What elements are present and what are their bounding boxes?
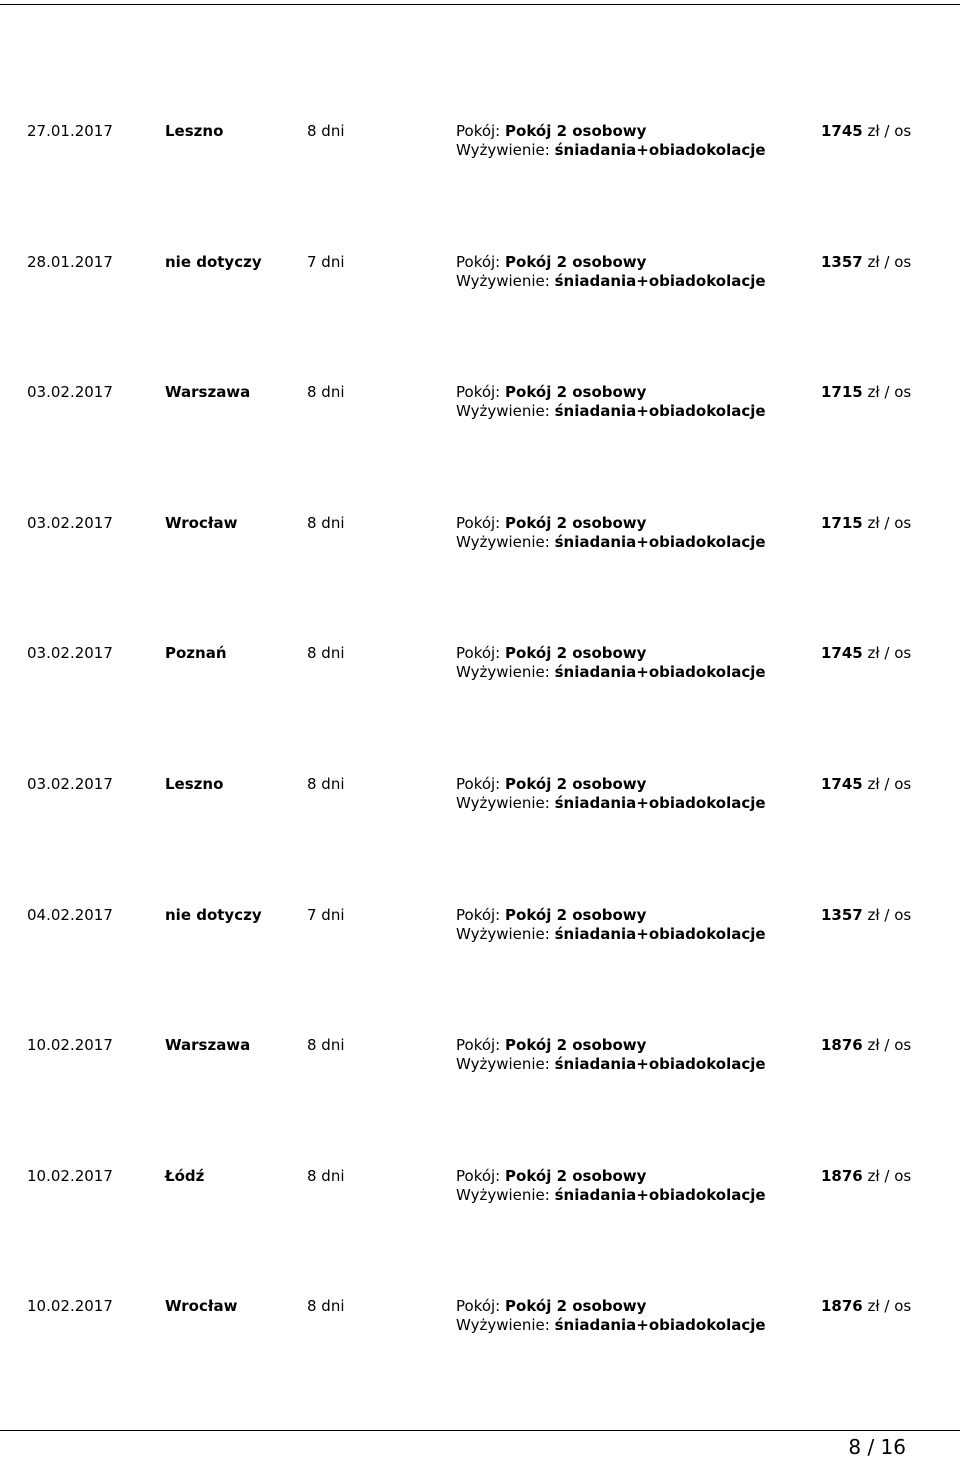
room-label: Pokój: xyxy=(456,513,501,532)
price-amount: 1357 xyxy=(821,252,863,271)
room-label: Pokój: xyxy=(456,1036,501,1055)
offer-duration: 7 dni xyxy=(307,905,345,924)
room-type: Pokój 2 osobowy xyxy=(505,383,647,402)
offer-city: nie dotyczy xyxy=(165,252,262,271)
offer-row xyxy=(0,644,960,775)
offer-date: 03.02.2017 xyxy=(27,513,113,532)
offer-date: 10.02.2017 xyxy=(27,1036,113,1055)
price-unit: zł / os xyxy=(867,122,912,140)
offer-duration: 8 dni xyxy=(307,1036,345,1055)
price-amount: 1876 xyxy=(821,1297,863,1316)
room-type: Pokój 2 osobowy xyxy=(505,513,647,532)
offer-price xyxy=(821,644,911,663)
offer-list xyxy=(0,122,960,1428)
offer-price xyxy=(821,383,911,402)
offer-date: 28.01.2017 xyxy=(27,252,113,271)
board-label: Wyżywienie: xyxy=(456,1055,550,1074)
board-label: Wyżywienie: xyxy=(456,924,550,943)
offer-date: 03.02.2017 xyxy=(27,383,113,402)
room-type: Pokój 2 osobowy xyxy=(505,905,647,924)
offer-price xyxy=(821,253,911,272)
offer-city: Wrocław xyxy=(165,1297,238,1316)
offer-price xyxy=(821,906,911,925)
price-amount: 1876 xyxy=(821,1166,863,1185)
board-type: śniadania+obiadokolacje xyxy=(554,1316,766,1335)
offer-row xyxy=(0,1036,960,1167)
offer-details xyxy=(456,906,766,944)
offer-row xyxy=(0,122,960,253)
offer-row xyxy=(0,1297,960,1428)
offer-duration: 8 dni xyxy=(307,122,345,140)
offer-date: 27.01.2017 xyxy=(27,122,113,140)
offer-city: Leszno xyxy=(165,774,224,793)
offer-price xyxy=(821,1036,911,1055)
board-label: Wyżywienie: xyxy=(456,663,550,682)
offer-date: 03.02.2017 xyxy=(27,644,113,663)
offer-details xyxy=(456,1167,766,1205)
offer-duration: 8 dni xyxy=(307,1166,345,1185)
offer-city: Poznań xyxy=(165,644,227,663)
room-type: Pokój 2 osobowy xyxy=(505,1297,647,1316)
footer-divider xyxy=(0,1430,960,1431)
room-label: Pokój: xyxy=(456,383,501,402)
room-label: Pokój: xyxy=(456,644,501,663)
offer-date: 04.02.2017 xyxy=(27,905,113,924)
room-label: Pokój: xyxy=(456,1297,501,1316)
price-amount: 1745 xyxy=(821,774,863,793)
offer-date: 10.02.2017 xyxy=(27,1166,113,1185)
offer-duration: 8 dni xyxy=(307,1297,345,1316)
offer-row xyxy=(0,253,960,384)
price-amount: 1357 xyxy=(821,905,863,924)
board-type: śniadania+obiadokolacje xyxy=(554,402,766,421)
room-type: Pokój 2 osobowy xyxy=(505,1166,647,1185)
room-label: Pokój: xyxy=(456,252,501,271)
board-type: śniadania+obiadokolacje xyxy=(554,1185,766,1204)
price-unit: zł / os xyxy=(867,774,912,793)
offer-duration: 8 dni xyxy=(307,383,345,402)
room-type: Pokój 2 osobowy xyxy=(505,252,647,271)
offer-city: Łódź xyxy=(165,1166,205,1185)
offer-price xyxy=(821,1297,911,1316)
price-amount: 1715 xyxy=(821,383,863,402)
price-amount: 1745 xyxy=(821,644,863,663)
header-divider xyxy=(0,4,960,5)
board-type: śniadania+obiadokolacje xyxy=(554,271,766,290)
board-type: śniadania+obiadokolacje xyxy=(554,141,766,159)
offer-details xyxy=(456,253,766,291)
offer-price xyxy=(821,1167,911,1186)
price-unit: zł / os xyxy=(867,513,912,532)
board-type: śniadania+obiadokolacje xyxy=(554,924,766,943)
offer-details xyxy=(456,1036,766,1074)
board-type: śniadania+obiadokolacje xyxy=(554,793,766,812)
price-unit: zł / os xyxy=(867,905,912,924)
price-amount: 1715 xyxy=(821,513,863,532)
offer-details xyxy=(456,122,766,160)
board-type: śniadania+obiadokolacje xyxy=(554,663,766,682)
offer-row xyxy=(0,906,960,1037)
offer-city: nie dotyczy xyxy=(165,905,262,924)
board-type: śniadania+obiadokolacje xyxy=(554,532,766,551)
board-label: Wyżywienie: xyxy=(456,532,550,551)
offer-duration: 7 dni xyxy=(307,252,345,271)
offer-price xyxy=(821,122,911,141)
offer-details xyxy=(456,1297,766,1335)
offer-details xyxy=(456,644,766,682)
room-label: Pokój: xyxy=(456,774,501,793)
offer-duration: 8 dni xyxy=(307,513,345,532)
price-unit: zł / os xyxy=(867,1166,912,1185)
offer-details xyxy=(456,775,766,813)
offer-city: Wrocław xyxy=(165,513,238,532)
offer-price xyxy=(821,775,911,794)
price-unit: zł / os xyxy=(867,383,912,402)
offer-duration: 8 dni xyxy=(307,774,345,793)
price-unit: zł / os xyxy=(867,1036,912,1055)
offer-price xyxy=(821,514,911,533)
board-label: Wyżywienie: xyxy=(456,793,550,812)
price-unit: zł / os xyxy=(867,644,912,663)
room-label: Pokój: xyxy=(456,122,501,140)
room-type: Pokój 2 osobowy xyxy=(505,122,647,140)
price-amount: 1876 xyxy=(821,1036,863,1055)
board-label: Wyżywienie: xyxy=(456,1185,550,1204)
offer-details xyxy=(456,514,766,552)
board-type: śniadania+obiadokolacje xyxy=(554,1055,766,1074)
price-unit: zł / os xyxy=(867,252,912,271)
offer-row xyxy=(0,383,960,514)
offer-details xyxy=(456,383,766,421)
room-type: Pokój 2 osobowy xyxy=(505,774,647,793)
board-label: Wyżywienie: xyxy=(456,1316,550,1335)
room-label: Pokój: xyxy=(456,905,501,924)
board-label: Wyżywienie: xyxy=(456,402,550,421)
offer-row xyxy=(0,775,960,906)
page-number: 8 / 16 xyxy=(848,1435,906,1459)
room-label: Pokój: xyxy=(456,1166,501,1185)
offer-date: 03.02.2017 xyxy=(27,774,113,793)
room-type: Pokój 2 osobowy xyxy=(505,1036,647,1055)
room-type: Pokój 2 osobowy xyxy=(505,644,647,663)
offer-row xyxy=(0,1167,960,1298)
offer-row xyxy=(0,514,960,645)
board-label: Wyżywienie: xyxy=(456,141,550,159)
offer-duration: 8 dni xyxy=(307,644,345,663)
price-unit: zł / os xyxy=(867,1297,912,1316)
offer-city: Warszawa xyxy=(165,383,251,402)
offer-city: Leszno xyxy=(165,122,224,140)
price-amount: 1745 xyxy=(821,122,863,140)
offer-city: Warszawa xyxy=(165,1036,251,1055)
board-label: Wyżywienie: xyxy=(456,271,550,290)
offer-date: 10.02.2017 xyxy=(27,1297,113,1316)
